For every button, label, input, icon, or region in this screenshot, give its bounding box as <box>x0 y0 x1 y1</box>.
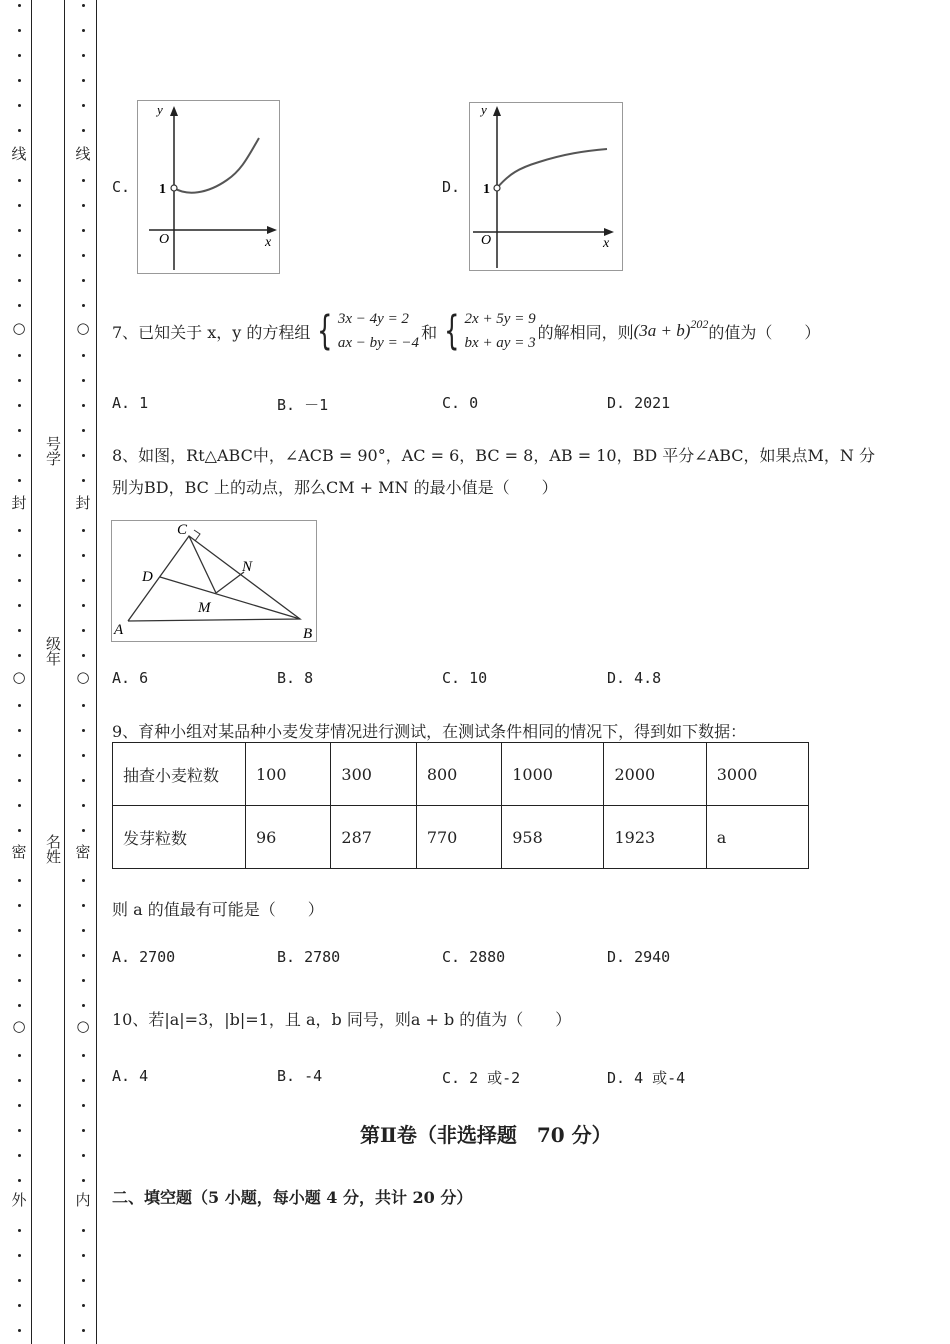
inner-margin-dot <box>82 1079 85 1082</box>
table-cell: 3000 <box>706 743 808 806</box>
inner-margin-dot <box>82 979 85 982</box>
outer-margin-dot <box>18 1104 21 1107</box>
outer-margin-dot <box>18 1304 21 1307</box>
q10-option-c[interactable]: C. 2 或-2 <box>442 1069 521 1087</box>
outer-margin-dot <box>18 104 21 107</box>
outer-margin-dot <box>18 1179 21 1182</box>
inner-margin-dot <box>82 579 85 582</box>
q7-option-c[interactable]: C. 0 <box>442 394 479 412</box>
margin-line-2 <box>64 0 65 1344</box>
q8-label-m: M <box>198 600 211 616</box>
inner-margin-dot <box>82 1179 85 1182</box>
outer-margin-dot <box>18 1079 21 1082</box>
figure-c-x-label: x <box>265 235 272 250</box>
inner-margin-dot <box>82 29 85 32</box>
q8-label-n: N <box>242 559 253 575</box>
q8-option-c[interactable]: C. 10 <box>442 669 488 687</box>
q7-mid: 和 <box>421 322 438 342</box>
question-10: 10、若|a|=3，|b|=1，且 a，b 同号，则a + b 的值为（ ） <box>112 1010 572 1029</box>
q7-system-2 <box>439 307 536 355</box>
field-student-number-label: 号学 <box>44 436 62 466</box>
q7-brace-1-icon: { <box>317 308 333 354</box>
inner-margin-dot <box>82 254 85 257</box>
table-cell: 96 <box>246 806 331 869</box>
outer-margin-dot <box>18 229 21 232</box>
q9-option-b[interactable]: B. 2780 <box>277 948 341 966</box>
outer-margin-dot <box>18 629 21 632</box>
table-cell: 1000 <box>502 743 604 806</box>
inner-margin-dot <box>82 904 85 907</box>
inner-margin-dot <box>82 804 85 807</box>
q9-option-a[interactable]: A. 2700 <box>112 948 176 966</box>
q7-brace-2-icon: { <box>444 308 460 354</box>
figure-d-y-label: y <box>481 102 487 117</box>
q7-sys2-eq1: 2x + 5y = 9 <box>464 311 536 327</box>
outer-margin-dot <box>18 54 21 57</box>
outer-margin-dot <box>18 354 21 357</box>
outer-margin-dot <box>18 1004 21 1007</box>
inner-margin-dot <box>82 104 85 107</box>
outer-margin-dot <box>18 179 21 182</box>
outer-margin-dot <box>18 879 21 882</box>
field-name-label: 名姓 <box>44 834 62 864</box>
outer-margin-dot <box>18 1154 21 1157</box>
outer-margin-label: 封 <box>11 494 27 512</box>
inner-margin-label: 密 <box>75 843 91 861</box>
inner-margin-dot <box>82 479 85 482</box>
inner-margin-dot <box>82 1304 85 1307</box>
inner-margin-label: 线 <box>75 145 91 163</box>
inner-margin-dot <box>82 354 85 357</box>
outer-margin-dot <box>18 1254 21 1257</box>
inner-margin-dot <box>82 629 85 632</box>
q10-option-a[interactable]: A. 4 <box>112 1067 149 1085</box>
q8-triangle-figure <box>111 520 317 642</box>
outer-margin-dot <box>18 829 21 832</box>
figure-d-label: D. <box>442 178 461 196</box>
q9-option-c[interactable]: C. 2880 <box>442 948 506 966</box>
inner-margin-dot <box>82 404 85 407</box>
inner-margin-dot <box>82 1104 85 1107</box>
table-cell: 958 <box>502 806 604 869</box>
outer-margin-dot <box>18 429 21 432</box>
q10-option-d[interactable]: D. 4 或-4 <box>607 1069 686 1087</box>
outer-margin-dot <box>18 654 21 657</box>
q7-sys1-eq1: 3x − 4y = 2 <box>337 311 409 327</box>
outer-margin-dot <box>18 729 21 732</box>
q8-label-d: D <box>142 569 153 585</box>
outer-margin-dot <box>18 1129 21 1132</box>
outer-margin-dot <box>18 954 21 957</box>
outer-margin-dot <box>18 979 21 982</box>
q7-prefix: 7、已知关于 x，y 的方程组 <box>112 322 311 342</box>
outer-margin-dot <box>18 904 21 907</box>
inner-margin-label: ○ <box>76 1017 90 1035</box>
outer-margin-dot <box>18 704 21 707</box>
outer-margin-dot <box>18 1054 21 1057</box>
q9-option-d[interactable]: D. 2940 <box>607 948 671 966</box>
field-class <box>41 636 61 673</box>
outer-margin-dot <box>18 604 21 607</box>
inner-margin-dot <box>82 829 85 832</box>
inner-margin-label: 封 <box>75 494 91 512</box>
q8-option-d[interactable]: D. 4.8 <box>607 669 662 687</box>
table-row <box>113 743 809 806</box>
q7-suffix-2: 的值为（ ） <box>708 322 821 342</box>
inner-margin-dot <box>82 754 85 757</box>
outer-margin-dot <box>18 579 21 582</box>
q10-option-b[interactable]: B. -4 <box>277 1067 323 1085</box>
inner-margin-dot <box>82 454 85 457</box>
inner-margin-dot <box>82 304 85 307</box>
inner-margin-dot <box>82 654 85 657</box>
inner-margin-dot <box>82 779 85 782</box>
margin-line-3 <box>96 0 97 1344</box>
figure-c-origin-label: O <box>159 232 170 247</box>
outer-margin-dot <box>18 404 21 407</box>
outer-margin-dot <box>18 129 21 132</box>
inner-margin-dot <box>82 954 85 957</box>
q7-expression: (3a + b) <box>633 321 691 340</box>
outer-margin-label: 密 <box>11 843 27 861</box>
outer-margin-label: 外 <box>11 1191 27 1209</box>
q7-system-1 <box>312 307 419 355</box>
inner-margin-dot <box>82 279 85 282</box>
table-cell: 300 <box>331 743 416 806</box>
inner-margin-dot <box>82 929 85 932</box>
outer-margin-dot <box>18 79 21 82</box>
outer-margin-label: 线 <box>11 145 27 163</box>
q7-sys1-eq2: ax − by = −4 <box>337 335 420 351</box>
question-9-prompt: 则 a 的值最有可能是（ ） <box>112 900 324 919</box>
outer-margin-dot <box>18 4 21 7</box>
field-name <box>41 834 61 871</box>
table-cell: 抽查小麦粒数 <box>113 743 246 806</box>
q7-option-d[interactable]: D. 2021 <box>607 394 671 412</box>
inner-margin-dot <box>82 1154 85 1157</box>
q8-option-b[interactable]: B. 8 <box>277 669 314 687</box>
inner-margin-dot <box>82 204 85 207</box>
outer-margin-dot <box>18 1329 21 1332</box>
inner-margin-label: 内 <box>75 1191 91 1209</box>
table-cell: 800 <box>416 743 501 806</box>
inner-margin-dot <box>82 429 85 432</box>
outer-margin-dot <box>18 529 21 532</box>
outer-margin-label: ○ <box>12 668 26 686</box>
inner-margin-dot <box>82 1329 85 1332</box>
inner-margin-dot <box>82 704 85 707</box>
inner-margin-dot <box>82 1229 85 1232</box>
table-cell: 287 <box>331 806 416 869</box>
field-student-number <box>41 436 61 473</box>
outer-margin-label: ○ <box>12 319 26 337</box>
margin-line-1 <box>31 0 32 1344</box>
outer-margin-dot <box>18 204 21 207</box>
inner-margin-dot <box>82 729 85 732</box>
table-cell: 2000 <box>604 743 706 806</box>
outer-margin-dot <box>18 1279 21 1282</box>
table-cell: 发芽粒数 <box>113 806 246 869</box>
q7-exponent: 202 <box>690 316 709 331</box>
figure-c-y-label: y <box>157 102 163 117</box>
figure-c-label: C. <box>112 178 131 196</box>
q8-option-a[interactable]: A. 6 <box>112 669 149 687</box>
inner-margin-dot <box>82 1129 85 1132</box>
inner-margin-dot <box>82 179 85 182</box>
figure-d-x-label: x <box>603 236 610 251</box>
inner-margin-dot <box>82 4 85 7</box>
q7-suffix-1: 的解相同，则 <box>537 322 634 342</box>
q7-option-b[interactable]: B. －1 <box>277 396 329 414</box>
question-7 <box>112 306 820 356</box>
figure-d-origin-label: O <box>481 233 492 248</box>
table-cell: 100 <box>246 743 331 806</box>
inner-margin-dot <box>82 1254 85 1257</box>
inner-margin-label: ○ <box>76 668 90 686</box>
outer-margin-dot <box>18 1229 21 1232</box>
field-class-label: 级年 <box>44 636 62 666</box>
inner-margin-dot <box>82 879 85 882</box>
outer-margin-dot <box>18 379 21 382</box>
outer-margin-dot <box>18 304 21 307</box>
q8-label-c: C <box>177 522 188 538</box>
inner-margin-dot <box>82 379 85 382</box>
section-title: 第Ⅱ卷（非选择题 70 分） <box>360 1123 612 1147</box>
inner-margin-dot <box>82 529 85 532</box>
outer-margin-dot <box>18 454 21 457</box>
figure-c-graph <box>137 100 280 274</box>
section-subtitle: 二、填空题（5 小题，每小题 4 分，共计 20 分） <box>112 1188 473 1207</box>
figure-d-one-label: 1 <box>483 182 490 197</box>
outer-margin-dot <box>18 279 21 282</box>
outer-margin-dot <box>18 754 21 757</box>
inner-margin-dot <box>82 54 85 57</box>
inner-margin-label: ○ <box>76 319 90 337</box>
q9-data-table <box>112 742 809 869</box>
table-row <box>113 806 809 869</box>
question-8-line-1: 8、如图，Rt△ABC中，∠ACB = 90°，AC = 6，BC = 8，AB = 10，BD 平分∠ABC，如果点M，N 分 <box>112 446 875 465</box>
inner-margin-dot <box>82 129 85 132</box>
outer-margin-dot <box>18 29 21 32</box>
figure-d-graph <box>469 102 623 271</box>
table-cell: 1923 <box>604 806 706 869</box>
outer-margin-dot <box>18 254 21 257</box>
q8-label-a: A <box>114 622 124 638</box>
outer-margin-dot <box>18 479 21 482</box>
inner-margin-dot <box>82 1279 85 1282</box>
table-cell: 770 <box>416 806 501 869</box>
inner-dotted-column <box>73 0 93 1344</box>
inner-margin-dot <box>82 1004 85 1007</box>
outer-margin-dot <box>18 929 21 932</box>
outer-margin-dot <box>18 554 21 557</box>
q7-sys2-eq2: bx + ay = 3 <box>464 335 536 351</box>
inner-margin-dot <box>82 1054 85 1057</box>
figure-c-one-label: 1 <box>159 182 166 197</box>
q7-option-a[interactable]: A. 1 <box>112 394 149 412</box>
question-8-line-2: 别为BD，BC 上的动点，那么CM + MN 的最小值是（ ） <box>112 478 558 497</box>
inner-margin-dot <box>82 554 85 557</box>
outer-margin-label: ○ <box>12 1017 26 1035</box>
q8-label-b: B <box>303 626 313 642</box>
table-cell: a <box>706 806 808 869</box>
question-9-stem: 9、育种小组对某品种小麦发芽情况进行测试，在测试条件相同的情况下，得到如下数据： <box>112 722 747 741</box>
inner-margin-dot <box>82 229 85 232</box>
inner-margin-dot <box>82 79 85 82</box>
outer-margin-dot <box>18 779 21 782</box>
inner-margin-dot <box>82 604 85 607</box>
outer-dotted-column <box>9 0 29 1344</box>
outer-margin-dot <box>18 804 21 807</box>
